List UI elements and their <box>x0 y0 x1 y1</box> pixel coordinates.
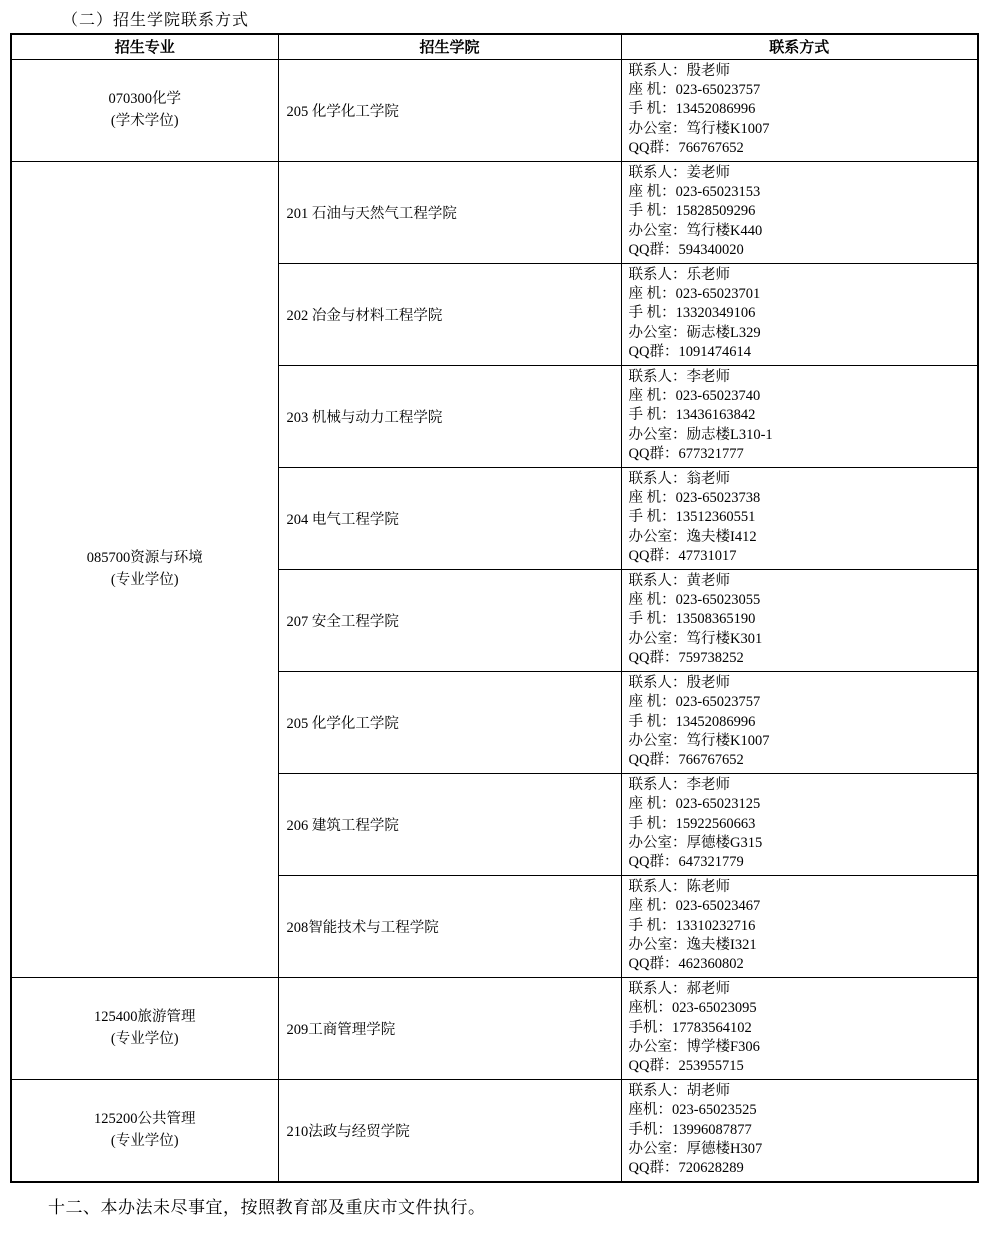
college-name: 202 冶金与材料工程学院 <box>278 263 621 365</box>
contact-line: 联系人：郝老师 <box>628 980 730 997</box>
contact-cell <box>621 773 978 875</box>
contact-cell <box>621 263 978 365</box>
college-name: 210法政与经贸学院 <box>278 1079 621 1182</box>
table-body <box>11 59 978 1182</box>
contact-line: 手 机：15922560663 <box>628 815 756 832</box>
contact-line: 办公室：笃行楼K1007 <box>628 732 770 749</box>
table-row <box>11 161 978 263</box>
contact-line: 联系人：李老师 <box>628 776 730 793</box>
contact-line: 座 机：023-65023701 <box>628 285 761 302</box>
college-name: 201 石油与天然气工程学院 <box>278 161 621 263</box>
contact-line: 座 机：023-65023055 <box>628 592 761 609</box>
contact-line: 手 机：13508365190 <box>628 611 756 628</box>
contact-line: 手 机：13310232716 <box>628 917 756 934</box>
contact-line: 办公室：逸夫楼I412 <box>628 528 757 545</box>
college-name: 209工商管理学院 <box>278 977 621 1079</box>
table-row <box>11 59 978 161</box>
contact-line: 手 机：15828509296 <box>628 203 756 220</box>
contact-line: 手 机：13512360551 <box>628 509 756 526</box>
contact-cell <box>621 1079 978 1182</box>
contact-line: 办公室：笃行楼K440 <box>628 222 763 239</box>
contact-line: 座 机：023-65023153 <box>628 183 761 200</box>
major-code: 070300化学 <box>108 91 181 108</box>
contact-line: QQ群：720628289 <box>628 1160 744 1177</box>
major-cell <box>11 161 278 977</box>
contact-line: 座 机：023-65023757 <box>628 81 761 98</box>
header-college: 招生学院 <box>278 34 621 59</box>
contact-cell <box>621 467 978 569</box>
contact-line: 手 机：13436163842 <box>628 407 756 424</box>
major-cell <box>11 1079 278 1182</box>
contact-line: 手 机：13320349106 <box>628 305 756 322</box>
contact-line: 办公室：励志楼L310-1 <box>628 426 773 443</box>
contact-line: QQ群：462360802 <box>628 956 744 973</box>
header-major: 招生专业 <box>11 34 278 59</box>
table-row <box>11 977 978 1079</box>
contact-cell <box>621 59 978 161</box>
section-title: （二）招生学院联系方式 <box>62 12 250 29</box>
contact-line: 座机：023-65023095 <box>628 1000 757 1017</box>
header-contact: 联系方式 <box>621 34 978 59</box>
contact-line: 办公室：逸夫楼I321 <box>628 936 757 953</box>
contact-line: 联系人：殷老师 <box>628 674 730 691</box>
major-code: 085700资源与环境 <box>86 550 203 567</box>
college-name: 206 建筑工程学院 <box>278 773 621 875</box>
contact-cell <box>621 671 978 773</box>
contact-line: QQ群：759738252 <box>628 650 744 667</box>
footer-note: 十二、本办法未尽事宜，按照教育部及重庆市文件执行。 <box>48 1197 486 1217</box>
contact-line: 联系人：姜老师 <box>628 164 730 181</box>
college-name: 205 化学化工学院 <box>278 671 621 773</box>
contact-line: 座 机：023-65023738 <box>628 490 761 507</box>
contact-line: QQ群：594340020 <box>628 242 744 259</box>
contact-line: 联系人：翁老师 <box>628 470 730 487</box>
contact-line: 座 机：023-65023125 <box>628 796 761 813</box>
contact-line: QQ群：766767652 <box>628 752 744 769</box>
contact-line: 办公室：厚德楼G315 <box>628 834 763 851</box>
contact-line: 联系人：乐老师 <box>628 266 730 283</box>
contact-line: QQ群：647321779 <box>628 854 744 871</box>
table-header <box>11 34 978 59</box>
college-name: 207 安全工程学院 <box>278 569 621 671</box>
contact-line: 手机：13996087877 <box>628 1121 752 1138</box>
contact-cell <box>621 875 978 977</box>
major-cell <box>11 59 278 161</box>
contact-cell <box>621 161 978 263</box>
contact-line: 联系人：殷老师 <box>628 62 730 79</box>
contact-line: 联系人：黄老师 <box>628 572 730 589</box>
contact-line: QQ群：766767652 <box>628 140 744 157</box>
major-code: 125400旅游管理 <box>94 1009 196 1026</box>
college-name: 203 机械与动力工程学院 <box>278 365 621 467</box>
contact-line: QQ群：47731017 <box>628 548 737 565</box>
contact-line: 座 机：023-65023467 <box>628 898 761 915</box>
contact-line: QQ群：1091474614 <box>628 344 751 361</box>
contact-line: 手 机：13452086996 <box>628 101 756 118</box>
contact-line: 联系人：李老师 <box>628 368 730 385</box>
contact-line: QQ群：677321777 <box>628 446 744 463</box>
contact-line: 手 机：13452086996 <box>628 713 756 730</box>
college-name: 204 电气工程学院 <box>278 467 621 569</box>
degree-type: (学术学位) <box>110 113 179 130</box>
degree-type: (专业学位) <box>110 1133 179 1150</box>
college-name: 205 化学化工学院 <box>278 59 621 161</box>
contact-line: QQ群：253955715 <box>628 1058 744 1075</box>
degree-type: (专业学位) <box>110 572 179 589</box>
contact-cell <box>621 977 978 1079</box>
major-code: 125200公共管理 <box>94 1111 196 1128</box>
contact-line: 联系人：陈老师 <box>628 878 730 895</box>
degree-type: (专业学位) <box>110 1031 179 1048</box>
contact-line: 联系人：胡老师 <box>628 1082 730 1099</box>
contact-cell <box>621 365 978 467</box>
contact-line: 办公室：笃行楼K301 <box>628 630 763 647</box>
contact-line: 办公室：博学楼F306 <box>628 1039 760 1055</box>
major-cell <box>11 977 278 1079</box>
contact-line: 办公室：砺志楼L329 <box>628 324 761 341</box>
contact-cell <box>621 569 978 671</box>
college-name: 208智能技术与工程学院 <box>278 875 621 977</box>
contact-line: 办公室：厚德楼H307 <box>628 1141 763 1158</box>
contact-line: 座 机：023-65023757 <box>628 694 761 711</box>
contact-line: 手机：17783564102 <box>628 1019 752 1036</box>
header-row <box>11 34 978 59</box>
contact-line: 座 机：023-65023740 <box>628 388 761 404</box>
contact-line: 办公室：笃行楼K1007 <box>628 120 770 137</box>
contact-table <box>10 33 979 1183</box>
contact-line: 座机：023-65023525 <box>628 1102 757 1119</box>
table-row <box>11 1079 978 1182</box>
